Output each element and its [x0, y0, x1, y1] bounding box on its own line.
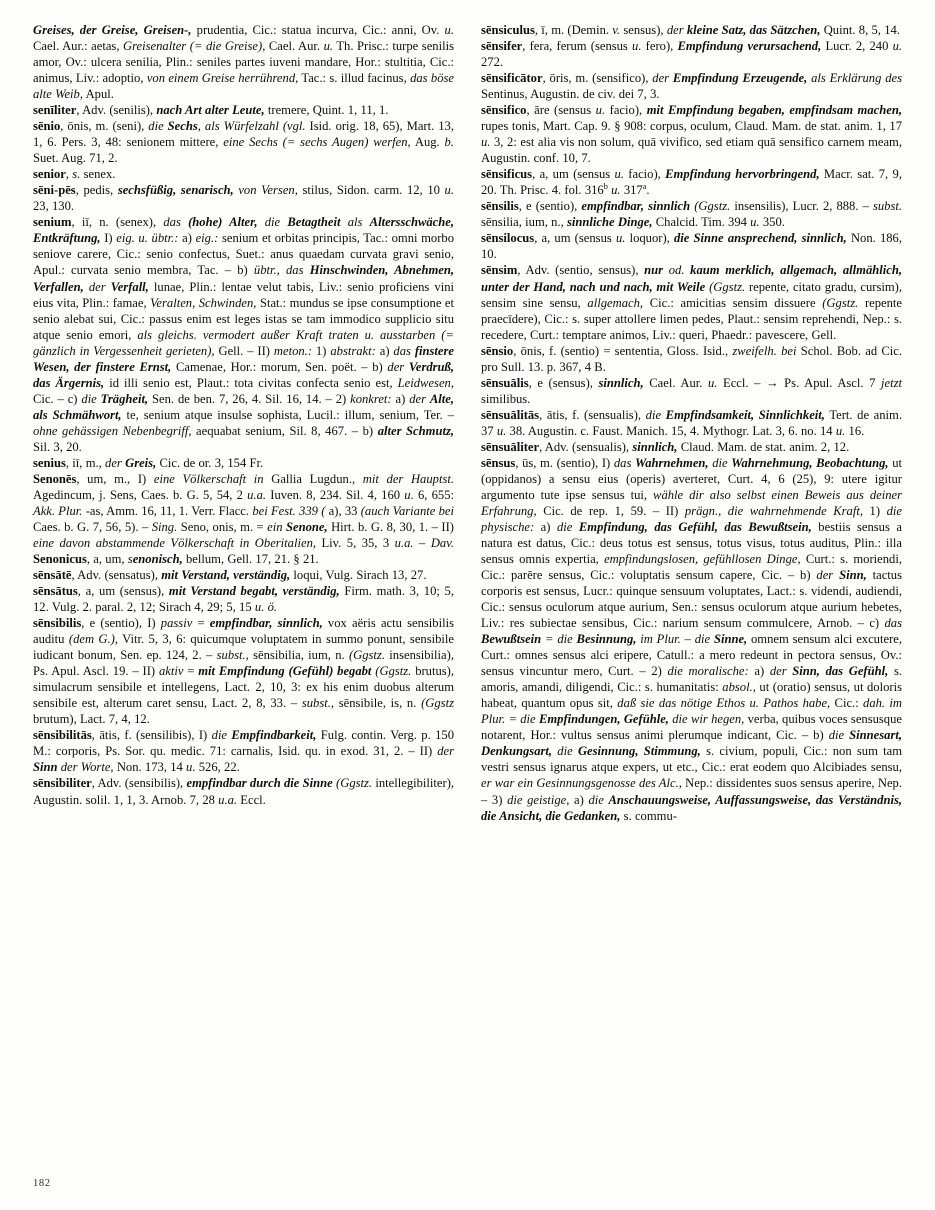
dictionary-entry: sēnio, ōnis, m. (seni), die Sechs, als Würfelzahl (vgl. Isid. orig. 18, 65), Mart. 13, 1, 6. Pers. 3, 48: senionem mittere, eine Sechs (= sechs Augen) werfen, Aug. b. Suet. Aug. 71, 2. [33, 119, 454, 166]
page-number: 182 [33, 1178, 51, 1189]
text-column-left [33, 22, 454, 1150]
dictionary-entry: senīliter, Adv. (senilis), nach Art alter Leute, tremere, Quint. 1, 11, 1. [33, 103, 389, 118]
dictionary-entry: senior, s. senex. [33, 167, 116, 182]
dictionary-entry: sēnsificātor, ōris, m. (sensifico), der Empfindung Erzeugende, als Erklärung des Sentinus, Augustin. de civ. dei 7, 3. [481, 71, 902, 102]
dictionary-entry: sēni-pēs, pedis, sechsfüßig, senarisch, von Versen, stilus, Sidon. carm. 12, 10 u. 23, 130. [33, 183, 454, 214]
dictionary-entry: Greises, der Greise, Greisen-, prudentia, Cic.: statua incurva, Cic.: anni, Ov. u. Cael. Aur.: aetas, Greisenalter (= die Greise), Cael. Aur. u. Th. Prisc.: turpe senilis amor, Ov.: ulcera senilia, Plin.: seniles partes iuveni mandare, Hor.: stultitia, Cic.: animus, Liv.: adoptio, von einem Greise herrührend, Tac.: s. illud facinus, das böse alte Weib, Apul. [33, 23, 455, 102]
dictionary-entry: sēnsātē, Adv. (sensatus), mit Verstand, verständig, loqui, Vulg. Sirach 13, 27. [33, 568, 427, 583]
dictionary-entry: sēnsuālitās, ātis, f. (sensualis), die Empfindsamkeit, Sinnlichkeit, Tert. de anim. 37 u. 38. Augustin. c. Faust. Manich. 15, 4. Mythogr. Lat. 3, 6. no. 14 u. 16. [481, 407, 902, 438]
dictionary-entry: sēnsilis, e (sentio), empfindbar, sinnlich (Ggstz. insensilis), Lucr. 2, 888. – subst. sēnsilia, ium, n., sinnliche Dinge, Chalcid. Tim. 394 u. 350. [481, 199, 903, 230]
page-columns [33, 22, 902, 1150]
dictionary-entry: sēnsim, Adv. (sentio, sensus), nur od. kaum merklich, allgemach, allmählich, unter der Hand, nach und nach, mit Weile (Ggstz. repente, citato gradu, cursim), sensim sine sensu, allgemach, Cic.: amicitias sensim dissuere (Ggstz. repente praecīdere), Cic.: s. super attollere limen pedes, Plaut.: sensim reprehendi, Nep.: s. recedere, Curt.: temptare animos, Liv.: queri, Phaedr.: pavescere, Gell. [481, 263, 903, 342]
dictionary-entry: senius, iī, m., der Greis, Cic. de or. 3, 154 Fr. [33, 455, 264, 470]
text-column-right [481, 22, 902, 1150]
dictionary-entry: sēnsuāliter, Adv. (sensualis), sinnlich, Claud. Mam. de stat. anim. 2, 12. [481, 439, 850, 454]
dictionary-entry: sēnsibilis, e (sentio), I) passiv = empfindbar, sinnlich, vox aëris actu sensibilis auditu (dem G.), Vitr. 5, 3, 6: quicumque voluptatem in summo ponunt, sensibile iudicant bonum, Sen. ep. 124, 2. – subst., sēnsibilia, ium, n. (Ggstz. insensibilia), Ps. Apul. Ascl. 19. – II) aktiv = mit Empfindung (Gefühl) begabt (Ggstz. brutus), simulacrum sensibile et intellegens, Lact. 2, 10, 3: ex his enim duobus alterum sensibile est, alterum caret sensu, Lact. 2, 8, 33. – subst., sēnsibile, is, n. (Ggstz brutum), Lact. 7, 4, 12. [33, 616, 455, 727]
dictionary-entry: sēnsificus, a, um (sensus u. facio), Empfindung hervorbringend, Macr. sat. 7, 9, 20. Th. Prisc. 4. fol. 316$^b$ u. 317$^a$. [481, 167, 902, 198]
dictionary-entry: sēnsio, ōnis, f. (sentio) = sententia, Gloss. Isid., zweifelh. bei Schol. Bob. ad Cic. pro Sull. 13. p. 367, 4 B. [481, 343, 903, 374]
dictionary-entry: sēnsilocus, a, um (sensus u. loquor), die Sinne ansprechend, sinnlich, Non. 186, 10. [481, 231, 902, 262]
dictionary-entry: Senonēs, um, m., I) eine Völkerschaft in Gallia Lugdun., mit der Hauptst. Agedincum, j. Sens, Caes. b. G. 5, 54, 2 u.a. Iuven. 8, 234. Sil. 4, 160 u. 6, 655: Akk. Plur. -as, Amm. 16, 11, 1. Verr. Flacc. bei Fest. 339 ( a), 33 (auch Variante bei Caes. b. G. 7, 56, 5). – Sing. Seno, onis, m. = ein Senone, Hirt. b. G. 8, 30, 1. – II) eine davon abstammende Völkerschaft in Oberitalien, Liv. 5, 35, 3 u.a. – Dav. Senonicus, a, um, senonisch, bellum, Gell. 17, 21. § 21. [33, 471, 455, 567]
dictionary-entry: sēnsifer, fera, ferum (sensus u. fero), Empfindung verursachend, Lucr. 2, 240 u. 272. [481, 39, 903, 70]
dictionary-entry: sēnsiculus, ī, m. (Demin. v. sensus), der kleine Satz, das Sätzchen, Quint. 8, 5, 14. [481, 23, 900, 37]
dictionary-entry: sēnsifico, āre (sensus u. facio), mit Empfindung begaben, empfindsam machen, rupes tonis, Mart. Cap. 9. § 908: corpus, oculum, Claud. Mam. de stat. anim. 1, 17 u. 3, 2: est alia vis non solum, quā vivifico, sed etiam quā sensifico carnem meam, Augustin. conf. 10, 7. [481, 103, 902, 166]
dictionary-entry: sēnsus, ūs, m. (sentio), I) das Wahrnehmen, die Wahrnehmung, Beobachtung, ut (oppidanos) a sensu eius (operis) averteret, Curt. 4, 6 (25), 9: utere igitur argumento tute ipse sensus tui, wähle dir also selbst einen Beweis aus deiner Erfahrung, Cic. de rep. 1, 59. – II) prägn., die wahrnehmende Kraft, 1) die physische: a) die Empfindung, das Gefühl, das Bewußtsein, bestiis sensus a natura est datus, Cic.: deus totus est sensus, totus visus, totus auditus, Plin.: illa sensus omnis expertia, empfindungslosen, gefühllosen Dinge, Curt.: s. moriendi, Cic.: parēre sensus, Cic.: voluptatis sensum capere, Cic. – b) der Sinn, tactus corporis est sensus, Lucr.: quinque sensuum voluptates, Lact.: s. videndi, audiendi, Cic.: sensus oculorum atque aurium, Sen.: sensus oculorum atque aurium hebetes, Liv.: res subiectae sensibus, Cic.: narium sensum commulcere, Arnob. – c) das Bewußtsein = die Besinnung, im Plur. – die Sinne, omnem sensum alci excutere, Curt.: omnes sensus alci eripere, Catull.: a mero redeunt in pectora sensus, Ov.: sensus vincuntur mero, Curt. – 2) die moralische: a) der Sinn, das Gefühl, s. amoris, amandi, diligendi, Cic.: s. humanitatis: absol., ut (oratio) sensus, ut doloris habeat, quantum opus sit, daß sie das nötige Ethos u. Pathos habe, Cic.: dah. im Plur. = die Empfindungen, Gefühle, die wir hegen, verba, quibus voces sensusque notarent, Hor.: vultus sensus animi plerumque indicant, Cic. – b) die Sinnesart, Denkungsart, die Gesinnung, Stimmung, s. civium, populi, Cic.: non sum tam vestri sensus ignarus atque expers, ut etc., Cic.: erat eodem quo Alcibiades sensu, er war ein Gesinnungsgenosse des Alc., Nep.: dissidentes suos sensus aperire, Nep. – 3) die geistige, a) die Anschauungsweise, Auffassungsweise, das Verständnis, die Ansicht, die Gedanken, s. commu- [481, 455, 903, 823]
dictionary-entry: sēnsātus, a, um (sensus), mit Verstand begabt, verständig, Firm. math. 3, 10; 5, 12. Vulg. 2. paral. 2, 12; Sirach 4, 29; 5, 15 u. ö. [33, 584, 454, 615]
dictionary-entry: sēnsibiliter, Adv. (sensibilis), empfindbar durch die Sinne (Ggstz. intellegibiliter), Augustin. solil. 1, 1, 3. Arnob. 7, 28 u.a. Eccl. [33, 776, 455, 807]
dictionary-entry: sēnsuālis, e (sensus), sinnlich, Cael. Aur. u. Eccl. – → Ps. Apul. Ascl. 7 jetzt similibus. [481, 375, 902, 406]
dictionary-entry: sēnsibilitās, ātis, f. (sensilibis), I) die Empfindbarkeit, Fulg. contin. Verg. p. 150 M.: corporis, Ps. Sor. qu. medic. 71: carnalis, Isid. qu. in exod. 31, 2. – II) der Sinn der Worte, Non. 173, 14 u. 526, 22. [33, 728, 454, 775]
dictionary-entry: senium, iī, n. (senex), das (hohe) Alter, die Betagtheit als Altersschwäche, Entkräftung, I) eig. u. übtr.: a) eig.: senium et orbitas principis, Tac.: omni morbo seniove carere, Cic.: senio confectus, Suet.: anus quaedam curvata gravi senio, Apul.: curvata senio membra, Tac. – b) übtr., das Hinschwinden, Abnehmen, Verfallen, der Verfall, lunae, Plin.: lentae velut tabis, Liv.: senio proficiens vini eius vita, Plin.: famae, Veralten, Schwinden, Stat.: mundus se ipse consumptione et senio alebat sui, Cic.: passus enim est leges istas se tam immodico supplicio situ atque senio emori, als gleichs. vermodert außer Kraft traten u. ausstarben (= gänzlich in Vergessenheit gerieten), Gell. – II) meton.: 1) abstrakt: a) das finstere Wesen, der finstere Ernst, Camenae, Hor.: morum, Sen. poët. – b) der Verdruß, das Ärgernis, id illi senio est, Plaut.: tota civitas confecta senio est, Leidwesen, Cic. – c) die Trägheit, Sen. de ben. 7, 26, 4. Sil. 16, 14. – 2) konkret: a) der Alte, als Schmähwort, te, senium atque insulse sophista, Lucil.: illum, senium, Ter. – ohne gehässigen Nebenbegriff, aequabat senium, Sil. 8, 467. – b) alter Schmutz, Sil. 3, 20. [33, 215, 455, 454]
